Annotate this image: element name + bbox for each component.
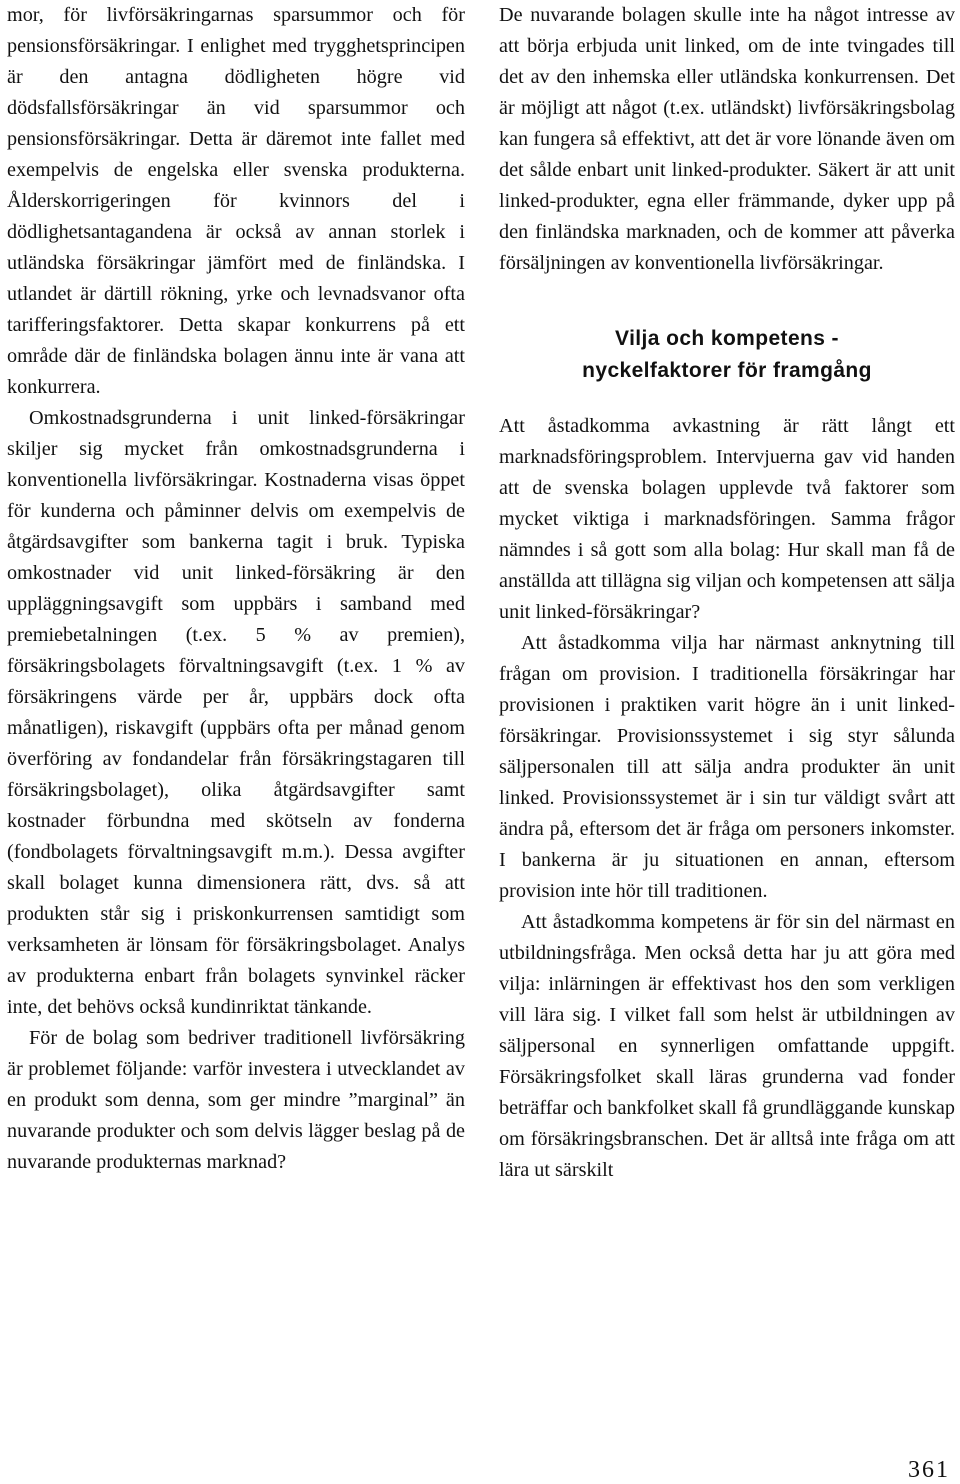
body-paragraph: För de bolag som bedriver traditionell livförsäkring är problemet följande: varför investera i utvecklandet av en produkt som denna, som ger mindre ”marginal” än nuvarande produkter och som delvis lägger beslag på de nuvarande produkternas marknad? — [7, 1027, 465, 1173]
body-paragraph: mor, för livförsäkringarnas sparsummor och för pensionsförsäkringar. I enlighet med trygghetsprincipen är den antagna dödligheten högre vid dödsfallsförsäkringar än vid sparsummor och pensionsförsäkringar. Detta är däremot inte fallet med exempelvis de engelska eller svenska produkterna. Ålderskorrigeringen för kvinnors del i dödlighetsantagandena är också av annan storlek i utländska försäkringar jämfört med de finländska. I utlandet är därtill rökning, yrke och levnadsvanor ofta tarifferingsfaktorer. Detta skapar konkurrens på ett område där de finländska bolagen ännu inte är vana att konkurrera. — [7, 4, 465, 398]
right-column — [499, 0, 955, 1186]
body-paragraph: Att åstadkomma vilja har närmast anknytning till frågan om provision. I traditionella försäkringar har provisionen i praktiken varit högre än i unit linked-försäkringar. Provisionssystemet i sig styr sålunda säljpersonalen till att sälja andra produkter än unit linked. Provisionssystemet är i sin tur väldigt svårt att ändra på, eftersom det är fråga om personers inkomster. I bankerna är ju situationen en annan, eftersom provision inte hör till traditionen. — [499, 632, 955, 902]
body-paragraph: De nuvarande bolagen skulle inte ha något intresse av att börja erbjuda unit linked, om de inte tvingades till det av den inhemska eller utländska konkurrensen. Det är möjligt att något (t.ex. utländskt) livförsäkringsbolag kan fungera så effektivt, att det är vore lönande även om det sålde enbart unit linked-produkter. Säkert är att unit linked-produkter, egna eller främmande, dyker upp på den finländska marknaden, och de kommer att påverka försäljningen av konventionella livförsäkringar. — [499, 4, 955, 274]
body-paragraph: Att åstadkomma kompetens är för sin del närmast en utbildningsfråga. Men också detta har ju att göra med vilja: inlärningen är effektivast hos den som verkligen vill lära sig. I vilket fall som helst är utbildningen av säljpersonal en synnerligen omfattande uppgift. Försäkringsfolket skall läras grunderna vad fonder beträffar och bankfolket skall få grundläggande kunskap om försäkringsbranschen. Det är alltså inte fråga om att lära ut särskilt — [499, 911, 955, 1181]
body-paragraph: Att åstadkomma avkastning är rätt långt ett marknadsföringsproblem. Intervjuerna gav vid handen att de svenska bolagen upplevde två faktorer som mycket viktiga i marknadsföringen. Samma frågor nämndes i så gott som alla bolag: Hur skall man få de anställda att tillägna sig viljan och kompetensen att sälja unit linked-försäkringar? — [499, 415, 955, 623]
page-number: 361 — [908, 1457, 950, 1483]
body-paragraph: Omkostnadsgrunderna i unit linked-försäkringar skiljer sig mycket från omkostnadsgrunderna i konventionella livförsäkringar. Kostnaderna visas öppet för kunderna och påminner delvis om exempelvis de åtgärdsavgifter som bankerna tagit i bruk. Typiska omkostnader vid unit linked-försäkring är den uppläggningsavgift som uppbärs i samband med premiebetalningen (t.ex. 5 % av premien), försäkringsbolagets förvaltningsavgift (t.ex. 1 % av försäkringens värde per år, uppbärs dock ofta månatligen), riskavgift (uppbärs ofta per månad genom överföring av fondandelar från försäkringstagaren till försäkringsbolaget), olika åtgärdsavgifter samt kostnader förbundna med skötseln av fonderna (fondbolagets förvaltningsavgift m.m.). Dessa avgifter skall bolaget kunna dimensionera rätt, dvs. så att produkten står sig i priskonkurrensen samtidigt som verksamheten är lönsam för försäkringsbolaget. Analys av produkterna enbart från bolagets synvinkel räcker inte, det behövs också kundinriktat tänkande. — [7, 407, 465, 1018]
left-column — [7, 0, 465, 1178]
section-heading — [499, 323, 955, 387]
section-heading-line: nyckelfaktorer för framgång — [582, 359, 872, 382]
section-heading-line: Vilja och kompetens - — [615, 327, 839, 350]
